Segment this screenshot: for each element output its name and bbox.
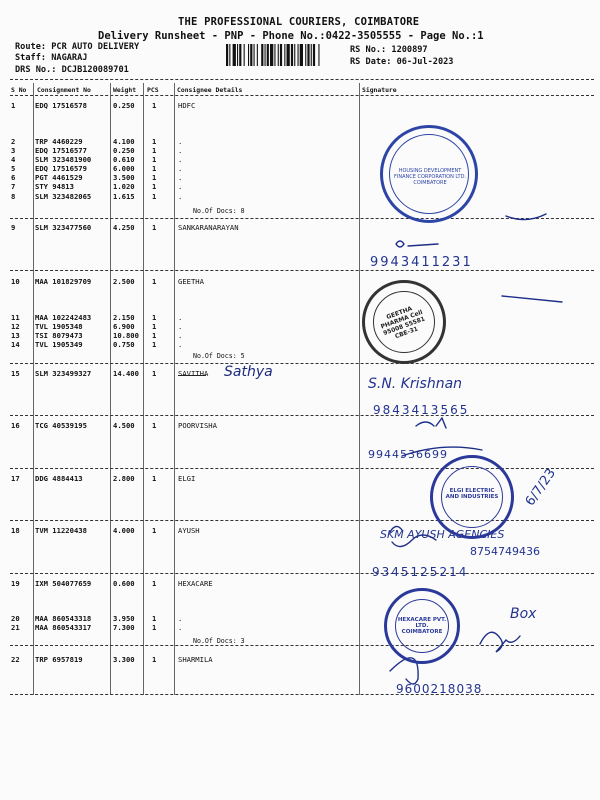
row-consignee: . (178, 155, 183, 164)
row-sno: 9 (11, 223, 16, 232)
row-pcs: 1 (152, 101, 157, 110)
header-rule-top (10, 79, 594, 80)
row-sno: 13 (11, 331, 20, 340)
col-sno: S No (11, 86, 27, 94)
barcode-bar (257, 44, 258, 66)
row-weight: 4.250 (113, 223, 135, 232)
barcode-bar (284, 44, 285, 66)
row-consignee: . (178, 146, 183, 155)
row-consignment-no: TSI 8079473 (35, 331, 83, 340)
row-weight: 4.500 (113, 421, 135, 430)
row-weight: 1.615 (113, 192, 135, 201)
row-consignment-no: SLM 323477560 (35, 223, 92, 232)
row-pcs: 1 (152, 313, 157, 322)
row-consignee: POORVISHA (178, 421, 217, 430)
row-sno: 18 (11, 526, 20, 535)
row-weight: 2.150 (113, 313, 135, 322)
barcode-bar (226, 44, 228, 66)
row-consignee: . (178, 164, 183, 173)
divider-pcs (174, 83, 175, 695)
row-weight: 1.020 (113, 182, 135, 191)
row-consignee: AYUSH (178, 526, 200, 535)
row-consignee: HEXACARE (178, 579, 213, 588)
divider-weight (143, 83, 144, 695)
divider-sno (33, 83, 34, 695)
row-consignment-no: MAA 101829709 (35, 277, 92, 286)
barcode-bar (305, 44, 306, 66)
row-consignee: ELGI (178, 474, 196, 483)
barcode-bar (294, 44, 295, 66)
barcode-bar (239, 44, 241, 66)
row-pcs: 1 (152, 164, 157, 173)
barcode-bar (300, 44, 303, 66)
row-sno: 15 (11, 369, 20, 378)
row-weight: 7.300 (113, 623, 135, 632)
barcode (226, 44, 342, 66)
barcode-bar (287, 44, 290, 66)
barcode-bar (280, 44, 282, 66)
drs-number: DRS No.: DCJB120089701 (15, 65, 129, 75)
stamp-text: HOUSING DEVELOPMENT FINANCE CORPORATION LTD. COIMBATORE (393, 168, 467, 186)
row-consignment-no: MAA 860543317 (35, 623, 92, 632)
rs-number: RS No.: 1200897 (350, 45, 428, 55)
col-consignee: Consignee Details (177, 86, 243, 94)
rs-date: RS Date: 06-Jul-2023 (350, 57, 454, 67)
row-consignment-no: STY 94813 (35, 182, 74, 191)
row-consignment-no: EDQ 17516578 (35, 101, 87, 110)
row-pcs: 1 (152, 277, 157, 286)
docs-count-group1: No.Of Docs: 8 (193, 207, 245, 215)
row-sno: 19 (11, 579, 20, 588)
row-sno: 2 (11, 137, 16, 146)
row-consignment-no: SLM 323482065 (35, 192, 92, 201)
row-consignment-no: TRP 4460229 (35, 137, 83, 146)
divider-consignee (359, 83, 360, 695)
hdfc-stamp (380, 125, 478, 223)
row-consignee: . (178, 623, 183, 632)
barcode-bar (261, 44, 263, 66)
col-weight: Weight (113, 86, 137, 94)
row-consignment-no: IXM 504077659 (35, 579, 92, 588)
row-weight: 3.500 (113, 173, 135, 182)
row-weight: 2.800 (113, 474, 135, 483)
barcode-bar (311, 44, 312, 66)
barcode-bar (267, 44, 269, 66)
route-label: Route: PCR AUTO DELIVERY (15, 42, 140, 52)
row-sno: 11 (11, 313, 20, 322)
row-sno: 4 (11, 155, 16, 164)
row-weight: 6.900 (113, 322, 135, 331)
handwritten-name: S.N. Krishnan (368, 376, 463, 392)
col-pcs: PCS (147, 86, 159, 94)
barcode-bar (278, 44, 279, 66)
row-weight: 0.250 (113, 101, 135, 110)
handwritten-date: 6/7/23 (522, 466, 560, 509)
row-consignment-no: SLM 323481900 (35, 155, 92, 164)
row-consignee: HDFC (178, 101, 196, 110)
row-weight: 0.750 (113, 340, 135, 349)
handwritten-name: SKM AYUSH AGENCIES (380, 528, 505, 541)
barcode-bar (250, 44, 252, 66)
row-weight: 3.950 (113, 614, 135, 623)
row-sno: 17 (11, 474, 20, 483)
row-sno: 21 (11, 623, 20, 632)
barcode-bar (270, 44, 273, 66)
docs-count-group2: No.Of Docs: 5 (193, 352, 245, 360)
geetha-pharma-stamp (362, 280, 446, 364)
row-consignee: GEETHA (178, 277, 204, 286)
row-consignment-no: TCG 40539195 (35, 421, 87, 430)
row-weight: 0.610 (113, 155, 135, 164)
barcode-bar (307, 44, 309, 66)
row-consignment-no: MAA 102242483 (35, 313, 92, 322)
company-title: THE PROFESSIONAL COURIERS, COIMBATORE (178, 16, 420, 28)
row-pcs: 1 (152, 623, 157, 632)
row-consignment-no: TVL 1905349 (35, 340, 83, 349)
barcode-bar (274, 44, 275, 66)
row-pcs: 1 (152, 340, 157, 349)
row-consignment-no: DDG 4884413 (35, 474, 83, 483)
row-weight: 0.250 (113, 146, 135, 155)
row-sno: 16 (11, 421, 20, 430)
handwritten-phone: 9600218038 (396, 682, 483, 696)
handwritten-note: Box (510, 606, 537, 622)
row-sno: 7 (11, 182, 16, 191)
row-sno: 1 (11, 101, 16, 110)
row-sno: 10 (11, 277, 20, 286)
row-consignment-no: EDQ 17516579 (35, 164, 87, 173)
row-consignment-no: MAA 860543318 (35, 614, 92, 623)
row-consignee: . (178, 192, 183, 201)
row-pcs: 1 (152, 474, 157, 483)
row-consignment-no: TVM 11220438 (35, 526, 87, 535)
handwritten-phone: 8754749436 (470, 545, 540, 558)
row-consignee: . (178, 182, 183, 191)
row-pcs: 1 (152, 526, 157, 535)
handwritten-name: Sathya (224, 364, 273, 380)
row-sno: 22 (11, 655, 20, 664)
handwritten-phone: 9943411231 (370, 255, 473, 270)
row-sno: 14 (11, 340, 20, 349)
row-pcs: 1 (152, 223, 157, 232)
row-pcs: 1 (152, 421, 157, 430)
row-consignee: SANKARANARAYAN (178, 223, 239, 232)
row-consignee: . (178, 313, 183, 322)
handwritten-phone: 9944536699 (368, 448, 448, 461)
row-consignee: . (178, 331, 183, 340)
row-consignee: SHARMILA (178, 655, 213, 664)
row-pcs: 1 (152, 146, 157, 155)
row-weight: 0.600 (113, 579, 135, 588)
col-consignment: Consignment No (37, 86, 91, 94)
row-consignment-no: EDQ 17516577 (35, 146, 87, 155)
row-pcs: 1 (152, 182, 157, 191)
stamp-text: GEETHA PHARMA Cell 95008 55581 CBE-31 (379, 305, 426, 341)
hexacare-stamp (384, 588, 460, 664)
handwritten-phone: 9345125214 (372, 565, 469, 579)
row-consignment-no: PGT 4461529 (35, 173, 83, 182)
row-consignee: . (178, 173, 183, 182)
row-weight: 2.500 (113, 277, 135, 286)
barcode-bar (248, 44, 249, 66)
docs-count-group3: No.Of Docs: 3 (193, 637, 245, 645)
row-pcs: 1 (152, 155, 157, 164)
row-consignee: . (178, 340, 183, 349)
row-pcs: 1 (152, 655, 157, 664)
barcode-bar (254, 44, 255, 66)
row-weight: 3.300 (113, 655, 135, 664)
row-consignee: . (178, 137, 183, 146)
stamp-text: ELGI ELECTRIC AND INDUSTRIES (445, 488, 499, 500)
row-consignee: SAVITHA (178, 369, 209, 378)
row-pcs: 1 (152, 173, 157, 182)
handwritten-phone: 9843413565 (373, 403, 470, 417)
stamp-text: HEXACARE PVT. LTD. COIMBATORE (397, 617, 447, 635)
barcode-bar (229, 44, 230, 66)
barcode-bar (233, 44, 236, 66)
staff-label: Staff: NAGARAJ (15, 53, 88, 63)
barcode-bar (265, 44, 266, 66)
row-weight: 14.400 (113, 369, 139, 378)
col-signature: Signature (362, 86, 397, 94)
barcode-bar (291, 44, 293, 66)
divider-consignment (110, 83, 111, 695)
row-weight: 4.100 (113, 137, 135, 146)
barcode-bar (237, 44, 238, 66)
row-weight: 6.000 (113, 164, 135, 173)
barcode-bar (318, 44, 319, 66)
row-pcs: 1 (152, 579, 157, 588)
row-consignee: . (178, 322, 183, 331)
row-consignment-no: TRP 6957819 (35, 655, 83, 664)
row-pcs: 1 (152, 614, 157, 623)
elgi-stamp (430, 455, 514, 539)
row-consignment-no: TVL 1905348 (35, 322, 83, 331)
barcode-bar (313, 44, 315, 66)
row-consignee: . (178, 614, 183, 623)
row-sno: 6 (11, 173, 16, 182)
row-sno: 5 (11, 164, 16, 173)
row-weight: 10.800 (113, 331, 139, 340)
row-weight: 4.000 (113, 526, 135, 535)
row-sno: 8 (11, 192, 16, 201)
row-pcs: 1 (152, 192, 157, 201)
barcode-bar (244, 44, 245, 66)
runsheet-subtitle: Delivery Runsheet - PNP - Phone No.:0422-3505555 - Page No.:1 (98, 30, 484, 42)
barcode-bar (298, 44, 299, 66)
name-strike (178, 375, 206, 376)
row-sno: 3 (11, 146, 16, 155)
row-sno: 12 (11, 322, 20, 331)
row-pcs: 1 (152, 331, 157, 340)
row-pcs: 1 (152, 322, 157, 331)
row-consignment-no: SLM 323499327 (35, 369, 92, 378)
row-sno: 20 (11, 614, 20, 623)
row-pcs: 1 (152, 369, 157, 378)
row-pcs: 1 (152, 137, 157, 146)
